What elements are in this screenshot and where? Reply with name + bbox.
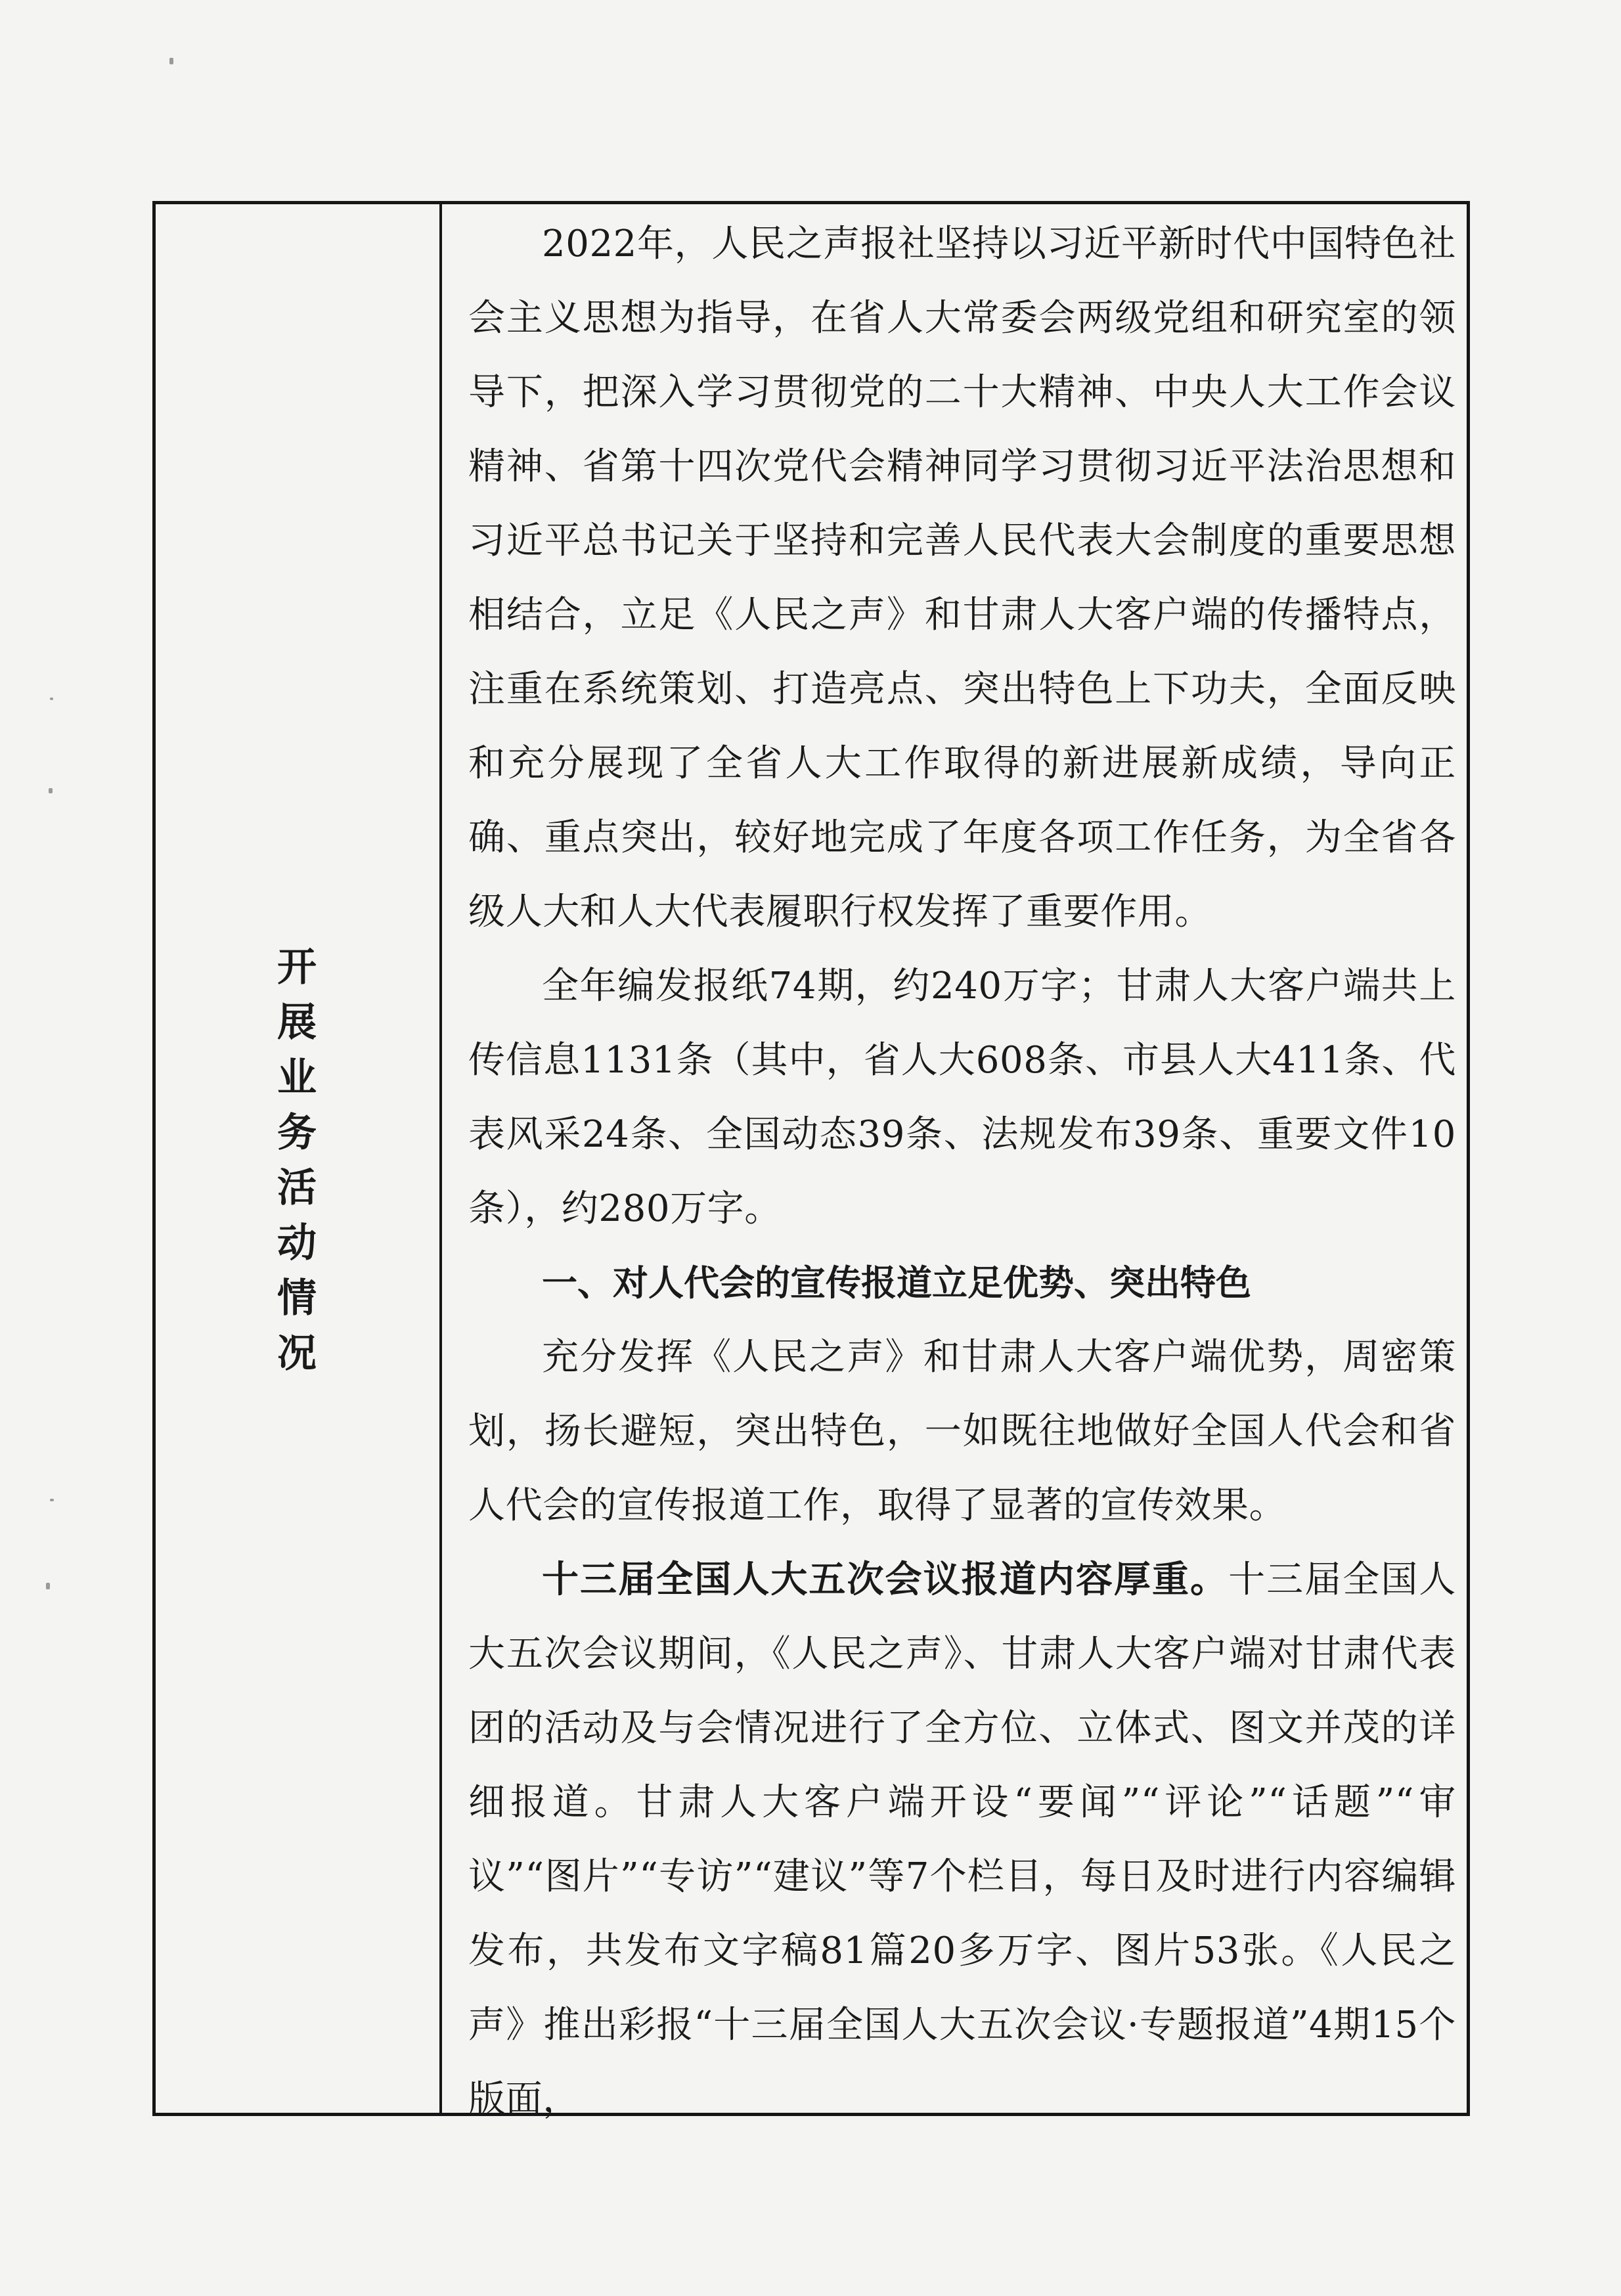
label-char: 开: [277, 944, 317, 990]
paragraph-body: 十三届全国人大五次会议期间，《人民之声》、甘肃人大客户端对甘肃代表团的活动及与会情况进行了全方位、立体式、图文并茂的详细报道。甘肃人大客户端开设“要闻”“评论”“话题”“审议”“图片”“专访”“建议”等7个栏目，每日及时进行内容编辑发布，共发布文字稿81篇20多万字、图片53张。《人民之声》推出彩报“十三届全国人大五次会议·专题报道”4期15个版面，: [468, 1558, 1456, 2121]
scan-mark: [49, 788, 53, 793]
label-char: 业: [277, 1055, 317, 1101]
label-char: 况: [277, 1331, 317, 1377]
label-char: 情: [277, 1275, 317, 1321]
paragraph-overview: 2022年，人民之声报社坚持以习近平新时代中国特色社会主义思想为指导，在省人大常委会两级党组和研究室的领导下，把深入学习贯彻党的二十大精神、中央人大工作会议精神、省第十四次党代会精神同学习贯彻习近平法治思想和习近平总书记关于坚持和完善人民代表大会制度的重要思想相结合，立足《人民之声》和甘肃人大客户端的传播特点，注重在系统策划、打造亮点、突出特色上下功夫，全面反映和充分展现了全省人大工作取得的新进展新成绩，导向正确、重点突出，较好地完成了年度各项工作任务，为全省各级人大和人大代表履职行权发挥了重要作用。: [468, 223, 1456, 933]
scan-mark: [169, 58, 173, 64]
row-label-cell: [156, 204, 439, 2113]
paragraph-section-intro: 充分发挥《人民之声》和甘肃人大客户端优势，周密策划，扬长避短，突出特色，一如既往地做好全国人代会和省人代会的宣传报道工作，取得了显著的宣传效果。: [468, 1336, 1456, 1527]
row-label-activities: [261, 940, 333, 1381]
label-char: 活: [277, 1165, 317, 1211]
column-divider: [439, 204, 442, 2113]
scan-mark: [46, 1583, 50, 1589]
content-cell: [445, 204, 1456, 2121]
paragraph-npc-coverage: [468, 1543, 1456, 2136]
label-char: 务: [277, 1110, 317, 1156]
label-char: 动: [277, 1220, 317, 1266]
paragraph-lead: 十三届全国人大五次会议报道内容厚重。: [542, 1558, 1229, 1601]
scan-mark: [50, 697, 53, 700]
form-table: [152, 201, 1470, 2121]
scan-mark: [50, 1499, 54, 1501]
paragraph-statistics: 全年编发报纸74期，约240万字；甘肃人大客户端共上传信息1131条（其中，省人大608条、市县人大411条、代表风采24条、全国动态39条、法规发布39条、重要文件10条），约280万字。: [468, 965, 1456, 1230]
section-heading: 一、对人代会的宣传报道立足优势、突出特色: [542, 1262, 1251, 1304]
label-char: 展: [277, 1000, 317, 1046]
